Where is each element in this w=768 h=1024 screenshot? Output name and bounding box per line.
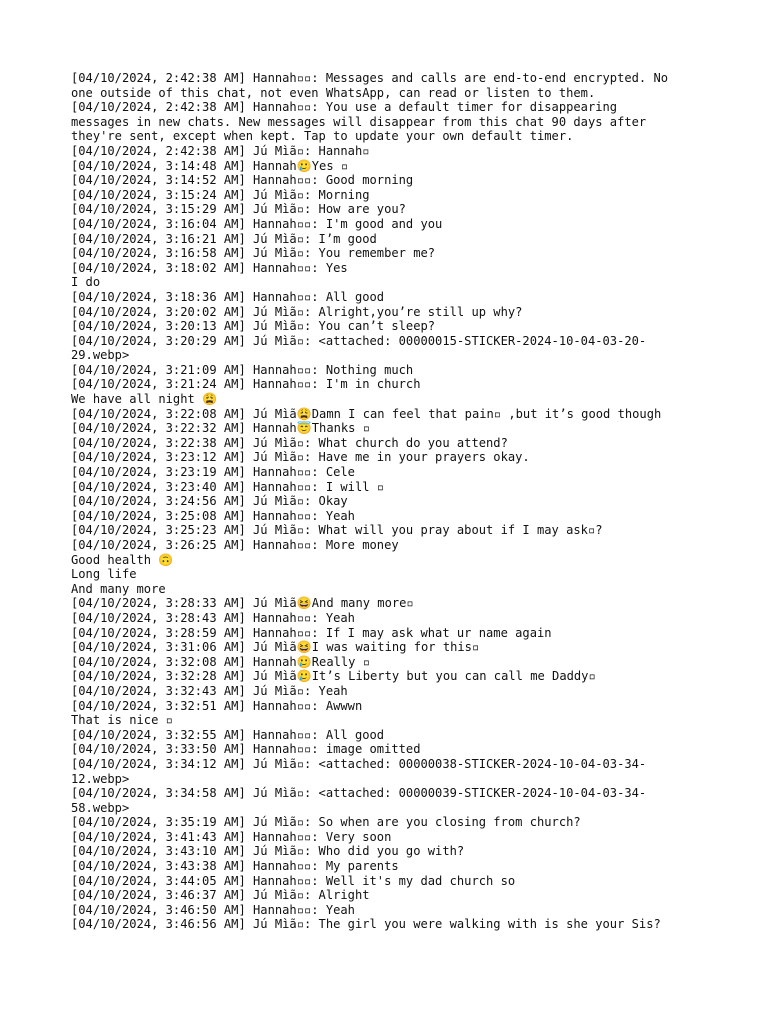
chat-log-line: [04/10/2024, 3:20:29 AM] Jú Mìã▫: <attached: 00000015-STICKER-2024-10-04-03-20- (71, 333, 647, 348)
chat-log-line: [04/10/2024, 3:25:23 AM] Jú Mìã▫: What will you pray about if I may ask▫? (71, 523, 603, 538)
chat-log-line: 29.webp> (71, 348, 130, 363)
chat-log-line: they're sent, except when kept. Tap to update your own default timer. (71, 129, 574, 144)
chat-log-line: [04/10/2024, 3:16:04 AM] Hannah▫▫: I'm good and you (71, 216, 443, 231)
chat-log-line: 12.webp> (71, 771, 130, 786)
chat-log-line: [04/10/2024, 3:22:38 AM] Jú Mìã▫: What church do you attend? (71, 435, 508, 450)
chat-log-line: [04/10/2024, 3:32:43 AM] Jú Mìã▫: Yeah (71, 683, 348, 698)
chat-log-line: [04/10/2024, 3:22:08 AM] Jú Mìã😩Damn I can feel that pain▫ ,but it’s good though (71, 406, 662, 421)
chat-log-line: [04/10/2024, 3:43:38 AM] Hannah▫▫: My parents (71, 859, 399, 874)
chat-log-line: [04/10/2024, 2:42:38 AM] Jú Mìã▫: Hannah▫ (71, 143, 370, 158)
chat-log-line: [04/10/2024, 2:42:38 AM] Hannah▫▫: Messages and calls are end-to-end encrypted. No (71, 71, 669, 85)
chat-log-line: [04/10/2024, 3:20:02 AM] Jú Mìã▫: Alright,you’re still up why? (71, 304, 523, 319)
chat-log-line: [04/10/2024, 3:21:24 AM] Hannah▫▫: I'm in church (71, 377, 421, 392)
chat-log-line: [04/10/2024, 3:32:55 AM] Hannah▫▫: All good (71, 727, 385, 742)
chat-log-line: [04/10/2024, 3:44:05 AM] Hannah▫▫: Well it's my dad church so (71, 873, 516, 888)
chat-log-line: [04/10/2024, 3:33:50 AM] Hannah▫▫: image omitted (71, 742, 421, 757)
chat-log-line: [04/10/2024, 3:16:21 AM] Jú Mìã▫: I’m good (71, 231, 377, 246)
chat-log-line: Long life (71, 567, 137, 582)
chat-log-line: [04/10/2024, 3:34:58 AM] Jú Mìã▫: <attached: 00000039-STICKER-2024-10-04-03-34- (71, 786, 647, 801)
chat-log-line: [04/10/2024, 3:32:28 AM] Jú Mìã🥲It’s Liberty but you can call me Daddy▫ (71, 669, 596, 684)
chat-log-line: [04/10/2024, 3:35:19 AM] Jú Mìã▫: So when are you closing from church? (71, 815, 581, 830)
chat-log-line: [04/10/2024, 3:16:58 AM] Jú Mìã▫: You remember me? (71, 246, 436, 261)
chat-log-line: And many more (71, 581, 166, 596)
chat-log-line: [04/10/2024, 3:28:59 AM] Hannah▫▫: If I may ask what ur name again (71, 625, 552, 640)
chat-log-line: [04/10/2024, 3:32:51 AM] Hannah▫▫: Awwwn (71, 698, 363, 713)
chat-log-line: We have all night 😩 (71, 392, 218, 407)
chat-log-line: [04/10/2024, 3:28:43 AM] Hannah▫▫: Yeah (71, 610, 355, 625)
chat-log-line: 58.webp> (71, 800, 130, 815)
chat-log-line: [04/10/2024, 3:46:56 AM] Jú Mìã▫: The girl you were walking with is she your Sis? (71, 917, 661, 932)
chat-log-line: [04/10/2024, 3:21:09 AM] Hannah▫▫: Nothing much (71, 362, 414, 377)
chat-log-line: [04/10/2024, 3:32:08 AM] Hannah🥲Really ▫ (71, 654, 371, 669)
chat-log-line: [04/10/2024, 3:31:06 AM] Jú Mìã😆I was waiting for this▫ (71, 640, 480, 655)
chat-log-line: [04/10/2024, 3:46:37 AM] Jú Mìã▫: Alright (71, 888, 370, 903)
chat-log-line: [04/10/2024, 3:14:48 AM] Hannah🥲Yes ▫ (71, 158, 349, 173)
chat-log-line: [04/10/2024, 3:23:12 AM] Jú Mìã▫: Have me in your prayers okay. (71, 450, 530, 465)
chat-log-line: [04/10/2024, 3:34:12 AM] Jú Mìã▫: <attached: 00000038-STICKER-2024-10-04-03-34- (71, 756, 647, 771)
chat-log-line: [04/10/2024, 3:20:13 AM] Jú Mìã▫: You can’t sleep? (71, 319, 436, 334)
chat-log-line: I do (71, 275, 101, 290)
chat-log-line: That is nice ▫ (71, 713, 173, 728)
chat-log-line: [04/10/2024, 2:42:38 AM] Hannah▫▫: You use a default timer for disappearing (71, 100, 618, 115)
chat-log-line: [04/10/2024, 3:24:56 AM] Jú Mìã▫: Okay (71, 494, 348, 509)
chat-log-line: [04/10/2024, 3:23:40 AM] Hannah▫▫: I will ▫ (71, 479, 385, 494)
chat-log-line: [04/10/2024, 3:18:36 AM] Hannah▫▫: All good (71, 289, 385, 304)
chat-log-line: [04/10/2024, 3:28:33 AM] Jú Mìã😆And many more▫ (71, 596, 414, 611)
chat-log-line: [04/10/2024, 3:25:08 AM] Hannah▫▫: Yeah (71, 508, 355, 523)
chat-log-line: [04/10/2024, 3:15:29 AM] Jú Mìã▫: How are you? (71, 202, 406, 217)
chat-log-line: [04/10/2024, 3:46:50 AM] Hannah▫▫: Yeah (71, 902, 355, 917)
chat-log-text (71, 71, 711, 932)
chat-log-line: [04/10/2024, 3:22:32 AM] Hannah😇Thanks ▫ (71, 421, 371, 436)
chat-log-line: messages in new chats. New messages will disappear from this chat 90 days after (71, 114, 647, 129)
chat-log-line: [04/10/2024, 3:43:10 AM] Jú Mìã▫: Who did you go with? (71, 844, 465, 859)
chat-log-line: [04/10/2024, 3:23:19 AM] Hannah▫▫: Cele (71, 465, 355, 480)
chat-log-line: [04/10/2024, 3:18:02 AM] Hannah▫▫: Yes (71, 260, 348, 275)
chat-log-line: one outside of this chat, not even WhatsApp, can read or listen to them. (71, 85, 596, 100)
chat-log-line: [04/10/2024, 3:41:43 AM] Hannah▫▫: Very soon (71, 829, 392, 844)
chat-log-line: [04/10/2024, 3:15:24 AM] Jú Mìã▫: Morning (71, 187, 370, 202)
chat-log-line: [04/10/2024, 3:14:52 AM] Hannah▫▫: Good morning (71, 173, 414, 188)
chat-log-line: [04/10/2024, 3:26:25 AM] Hannah▫▫: More money (71, 538, 399, 552)
chat-log-line: Good health 🙃 (71, 552, 174, 567)
